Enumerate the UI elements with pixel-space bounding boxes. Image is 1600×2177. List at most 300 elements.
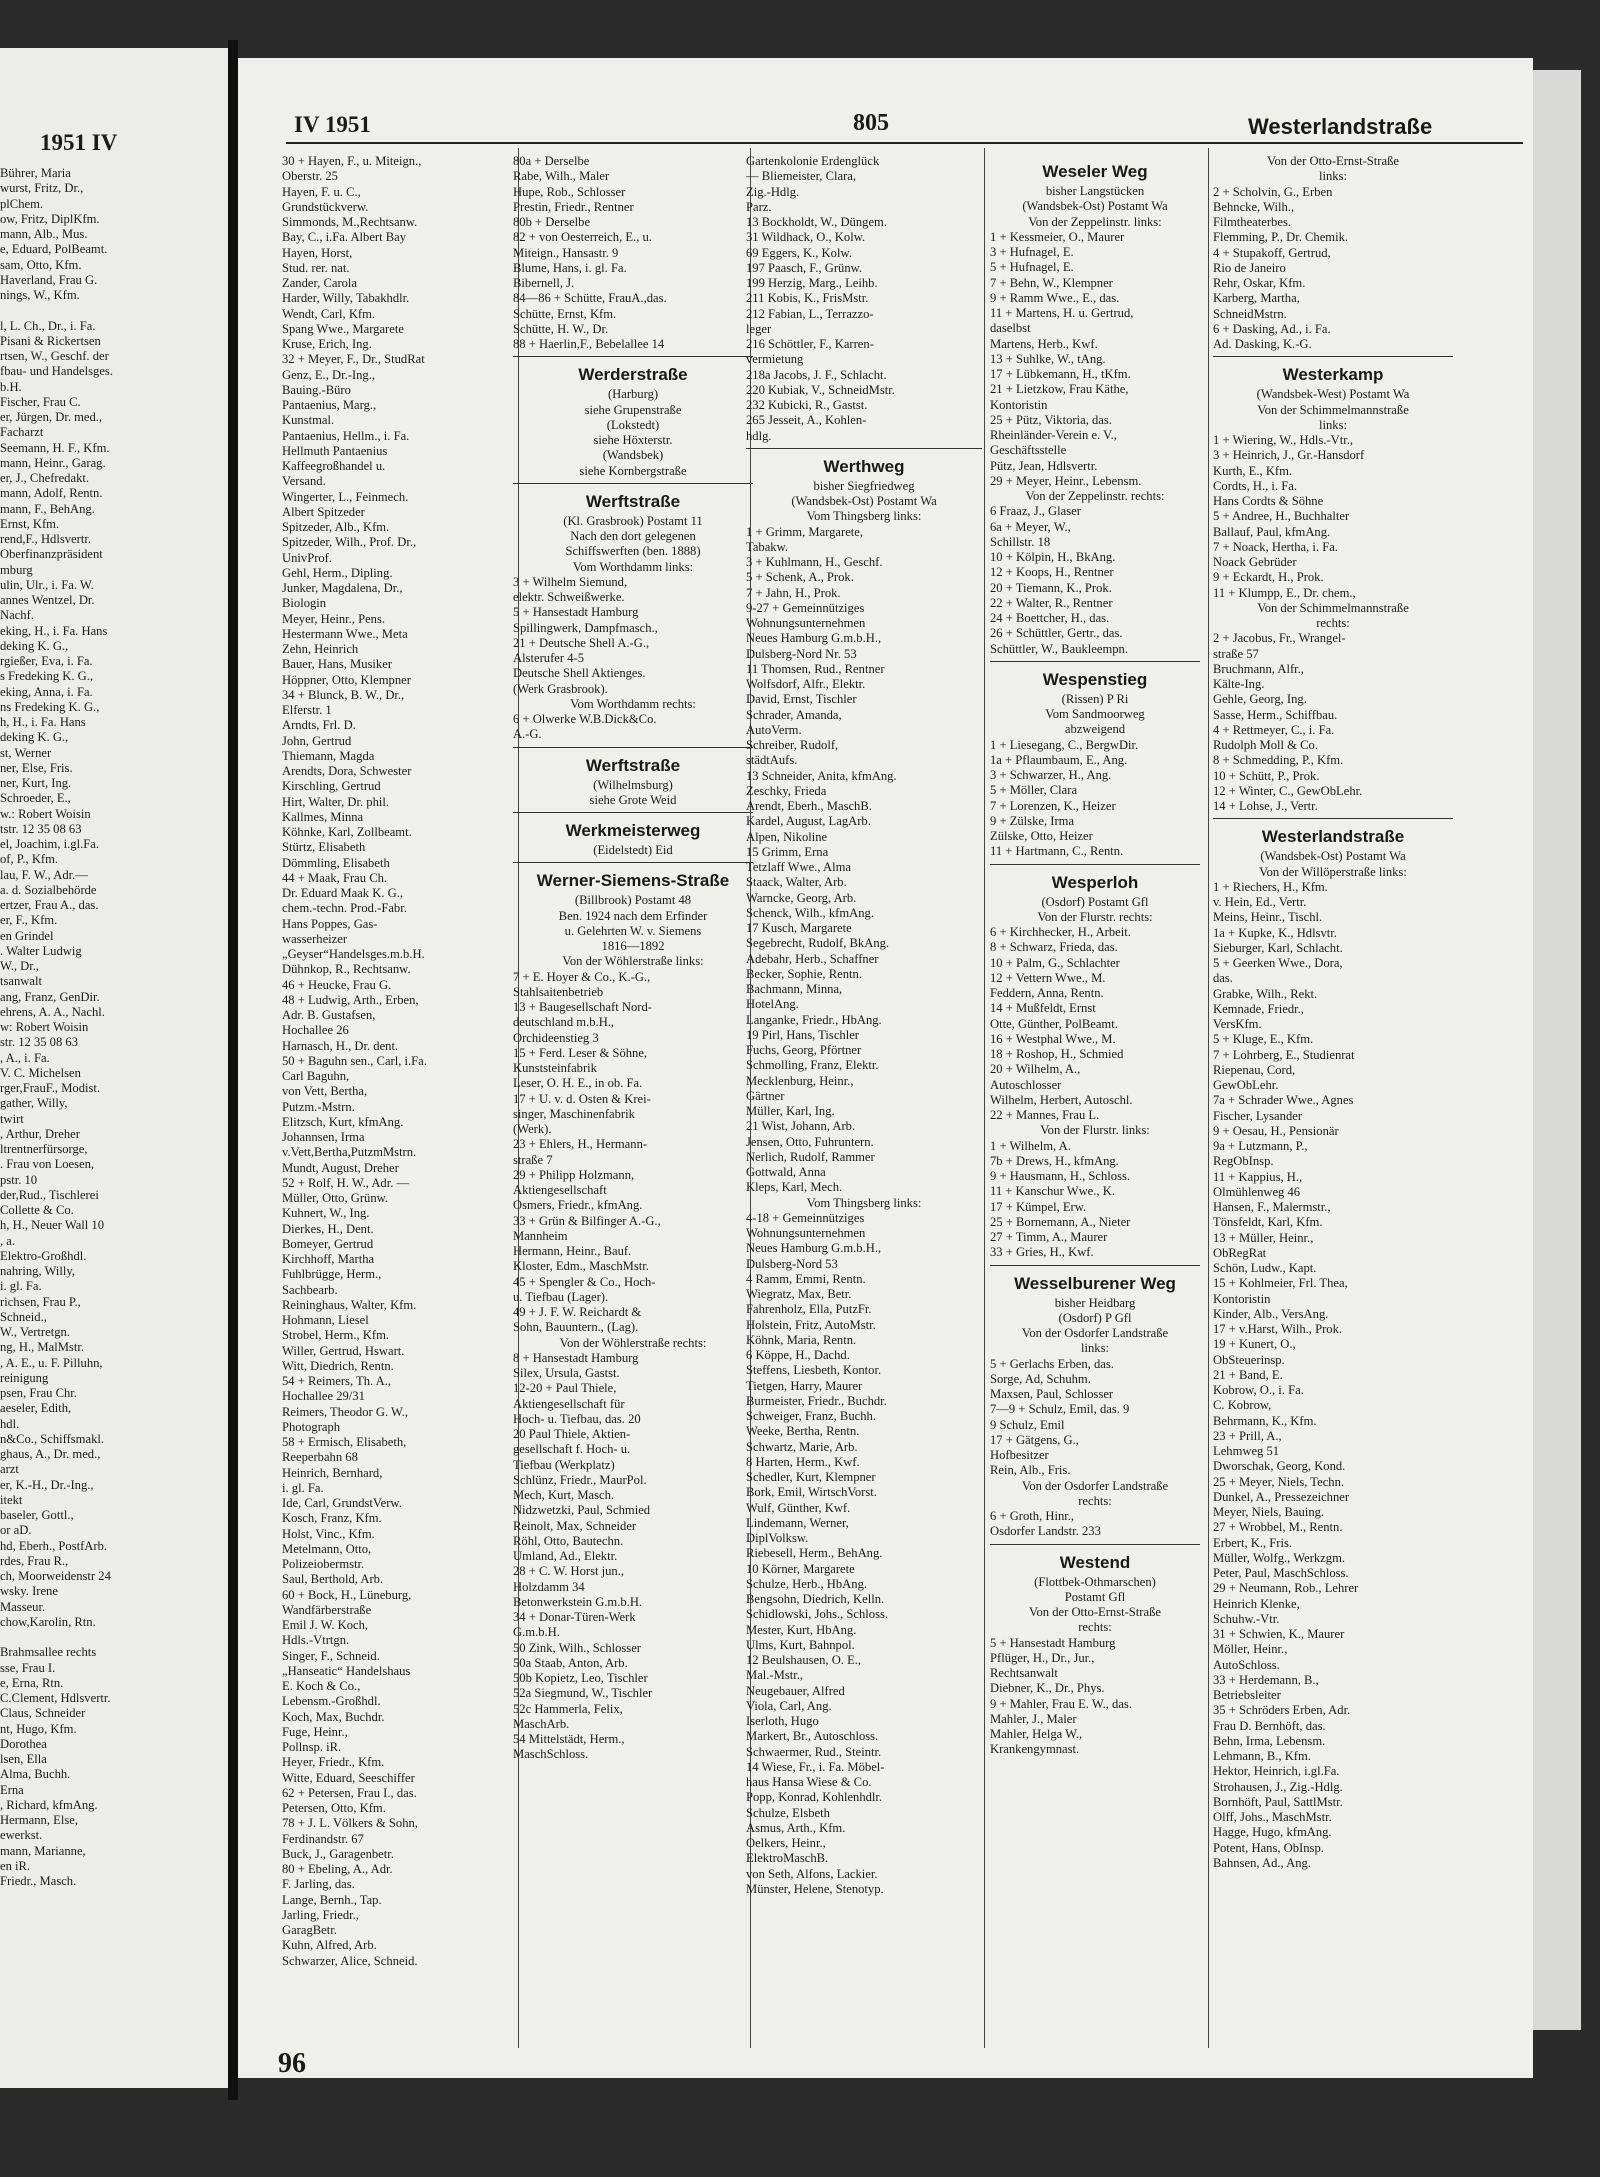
street-note: Vom Thingsberg links: [806, 509, 922, 524]
directory-entry: 15 + Kohlmeier, Frl. Thea, [1213, 1276, 1348, 1291]
left-page-line: mann, F., BehAng. [0, 501, 95, 516]
directory-entry: Miteign., Hansastr. 9 [513, 245, 619, 260]
directory-entry: 3 + Schwarzer, H., Ang. [990, 768, 1112, 782]
directory-entry: Viola, Carl, Ang. [746, 1698, 832, 1713]
left-page-line: rend,F., Hdlsvertr. [0, 532, 91, 546]
directory-entry: ObRegRat [1213, 1245, 1267, 1260]
directory-entry: (Werk). [513, 1122, 552, 1136]
directory-entry: 2 + Scholvin, G., Erben [1213, 184, 1333, 199]
directory-entry: Genz, E., Dr.-Ing., [282, 367, 376, 382]
directory-entry: 11 + Kappius, H., [1213, 1169, 1303, 1184]
directory-entry: Kontoristin [1213, 1291, 1271, 1306]
directory-entry: (Werk Grasbrook). [513, 681, 608, 696]
directory-entry: 28 + C. W. Horst jun., [513, 1564, 625, 1579]
directory-entry: Behncke, Wilh., [1213, 199, 1295, 214]
directory-entry: Zülske, Otto, Heizer [990, 829, 1093, 843]
directory-entry: Wiegratz, Max, Betr. [746, 1287, 852, 1301]
directory-entry: 50 Zink, Wilh., Schlosser [513, 1640, 641, 1655]
directory-entry: 8 + Schwarz, Frieda, das. [990, 940, 1118, 955]
street-note: Vom Worthdamm rechts: [570, 696, 696, 711]
directory-entry: Kunstmal. [282, 413, 335, 428]
directory-entry: 6 Köppe, H., Dachd. [746, 1348, 850, 1362]
directory-entry: Hohmann, Liesel [282, 1313, 369, 1327]
directory-entry: 29 + Neumann, Rob., Lehrer [1213, 1581, 1359, 1596]
directory-entry: 34 + Blunck, B. W., Dr., [282, 687, 405, 702]
directory-entry: 21 + Band, E. [1213, 1367, 1283, 1382]
directory-entry: Holst, Vinc., Kfm. [282, 1526, 375, 1541]
directory-entry: von Seth, Alfons, Lackier. [746, 1866, 878, 1881]
directory-entry: 23 + Prill, A., [1213, 1428, 1282, 1443]
directory-entry: Bork, Emil, WirtschVorst. [746, 1485, 877, 1500]
directory-entry: 34 + Donar-Türen-Werk [513, 1610, 636, 1624]
directory-entry: Osdorfer Landstr. 233 [990, 1524, 1101, 1539]
directory-entry: 29 + Meyer, Heinr., Lebensm. [990, 473, 1142, 488]
footer-page-number: 96 [278, 2048, 306, 2078]
directory-entry: 49 + J. F. W. Reichardt & [513, 1305, 642, 1319]
directory-entry: Bornhöft, Paul, SattlMstr. [1213, 1794, 1343, 1809]
directory-entry: Bauing.-Büro [282, 382, 351, 397]
directory-entry: Versand. [282, 474, 326, 489]
directory-entry: 25 + Meyer, Niels, Techn. [1213, 1474, 1345, 1489]
left-page-line: Schroeder, E., [0, 791, 71, 806]
left-page-line: Bührer, Maria [0, 166, 71, 180]
directory-entry: 23 + Ehlers, H., Hermann- [513, 1137, 648, 1152]
street-note: Von der Flurstr. rechts: [1037, 909, 1153, 924]
directory-entry: Hektor, Heinrich, i.gl.Fa. [1213, 1764, 1340, 1779]
street-note: Vom Worthdamm links: [572, 559, 694, 574]
directory-entry: Behrmann, K., Kfm. [1213, 1413, 1317, 1428]
directory-entry: Müller, Karl, Ing. [746, 1104, 835, 1118]
directory-entry: v. Hein, Ed., Vertr. [1213, 895, 1307, 909]
section-rule [1213, 818, 1453, 819]
directory-entry: 52a Siegmund, W., Tischler [513, 1686, 653, 1701]
left-page-line: Alma, Buchh. [0, 1767, 71, 1782]
section-rule [746, 448, 982, 449]
directory-entry: Kruse, Erich, Ing. [282, 337, 372, 351]
directory-entry: Kaffeegroßhandel u. [282, 459, 386, 473]
street-note: bisher Langstücken [1045, 184, 1145, 198]
directory-entry: Carl Baguhn, [282, 1069, 350, 1083]
left-page-line: itekt [0, 1492, 23, 1507]
directory-entry: MaschArb. [513, 1716, 570, 1731]
book-gutter [228, 40, 238, 2100]
street-note: (Wandsbek-Ost) Postamt Wa [1260, 849, 1406, 864]
left-page-line: tsanwalt [0, 974, 42, 989]
directory-entry: Höppner, Otto, Klempner [282, 672, 411, 687]
directory-entry: Buck, J., Garagenbetr. [282, 1846, 394, 1861]
left-page-line: plChem. [0, 196, 44, 211]
left-page-line: arzt [0, 1462, 19, 1477]
directory-entry: AutoSchloss. [1213, 1657, 1280, 1672]
directory-entry: 88 + Haerlin,F., Bebelallee 14 [513, 337, 665, 351]
directory-entry: 4 Ramm, Emmi, Rentn. [746, 1271, 866, 1286]
directory-entry: 17 + Gätgens, G., [990, 1432, 1079, 1447]
directory-entry: Osmers, Friedr., kfmAng. [513, 1198, 643, 1213]
left-page-line: st, Werner [0, 745, 52, 760]
directory-entry: 27 + Wrobbel, M., Rentn. [1213, 1520, 1343, 1535]
directory-entry: leger [746, 321, 772, 336]
left-page-line: a. d. Sozialbehörde [0, 882, 97, 897]
street-note: siehe Grote Weid [589, 792, 677, 807]
directory-entry: 21 + Deutsche Shell A.-G., [513, 635, 650, 650]
directory-entry: 54 Mittelstädt, Herm., [513, 1732, 625, 1746]
page-edge [1533, 70, 1581, 2030]
directory-entry: Möller, Heinr., [1213, 1642, 1288, 1657]
directory-entry: Mundt, August, Dreher [282, 1160, 399, 1175]
directory-entry: Putzm.-Mstrn. [282, 1099, 355, 1114]
directory-entry: Iserloth, Hugo [746, 1714, 819, 1728]
street-note: links: [1319, 417, 1347, 432]
directory-entry: Tiefbau (Werkplatz) [513, 1457, 615, 1472]
directory-entry: Martens, Herb., Kwf. [990, 336, 1098, 351]
left-page-line: wurst, Fritz, Dr., [0, 181, 84, 196]
directory-entry: 21 + Lietzkow, Frau Käthe, [990, 382, 1129, 397]
street-note: (Wandsbek) [602, 448, 664, 463]
directory-entry: GaragBetr. [282, 1923, 337, 1937]
directory-entry: 20 Paul Thiele, Aktien- [513, 1427, 631, 1441]
directory-entry: SchneidMstrn. [1213, 306, 1287, 321]
left-page-line: tstr. 12 35 08 63 [0, 821, 82, 836]
left-page-line: er, Jürgen, Dr. med., [0, 410, 103, 424]
directory-entry: 52 + Rolf, H. W., Adr. — [282, 1175, 410, 1190]
directory-entry: Arndts, Frl. D. [282, 718, 356, 733]
section-rule [990, 864, 1200, 865]
directory-entry: Neugebauer, Alfred [746, 1683, 845, 1698]
left-page-line [0, 1630, 222, 1645]
directory-entry: Jensen, Otto, Fuhruntern. [746, 1134, 874, 1149]
directory-entry: Hestermann Wwe., Meta [282, 626, 408, 641]
directory-entry: 46 + Heucke, Frau G. [282, 977, 392, 992]
directory-entry: Otte, Günther, PolBeamt. [990, 1016, 1118, 1031]
directory-entry: Fuge, Heinr., [282, 1724, 348, 1739]
directory-entry: Wingerter, L., Feinmech. [282, 489, 409, 504]
left-page-line: i. gl. Fa. [0, 1279, 42, 1294]
directory-entry: Oelkers, Heinr., [746, 1836, 826, 1850]
left-page-line: str. 12 35 08 63 [0, 1035, 79, 1050]
left-page-line: eking, H., i. Fa. Hans [0, 623, 108, 638]
directory-entry: Ferdinandstr. 67 [282, 1831, 364, 1846]
directory-entry: 14 + Mußfeldt, Ernst [990, 1001, 1096, 1016]
street-note: (Wilhelmsburg) [593, 777, 673, 792]
directory-entry: 1a + Pflaumbaum, E., Ang. [990, 752, 1128, 767]
directory-entry: Hans Poppes, Gas- [282, 916, 378, 931]
left-page-line: en Grindel [0, 928, 54, 943]
left-page-line: h, H., Neuer Wall 10 [0, 1218, 105, 1233]
directory-entry: Kurth, E., Kfm. [1213, 463, 1293, 478]
directory-entry: Kallmes, Minna [282, 809, 364, 824]
directory-entry: 52c Hammerla, Felix, [513, 1701, 623, 1716]
directory-entry: Tietgen, Harry, Maurer [746, 1378, 863, 1393]
street-heading: Werderstraße [578, 365, 688, 385]
directory-entry: 19 + Kunert, O., [1213, 1337, 1296, 1352]
directory-entry: Wandfärberstraße [282, 1602, 372, 1617]
directory-entry: 1a + Kupke, K., Hdlsvtr. [1213, 925, 1337, 940]
section-rule [513, 862, 753, 863]
left-page-line: Nachf. [0, 608, 34, 623]
directory-entry: Weeke, Bertha, Rentn. [746, 1424, 860, 1439]
directory-entry: Filmtheaterbes. [1213, 215, 1291, 229]
directory-entry: Bruchmann, Alfr., [1213, 661, 1304, 676]
directory-entry: 50b Kopietz, Leo, Tischler [513, 1671, 648, 1685]
left-page-line: Elektro-Großhdl. [0, 1248, 87, 1263]
directory-entry: 7 + Noack, Hertha, i. Fa. [1213, 539, 1338, 554]
left-page-line: e, Erna, Rtn. [0, 1675, 64, 1690]
street-heading: Westerlandstraße [1261, 827, 1405, 847]
left-page-line: ng, H., MalMstr. [0, 1340, 84, 1355]
directory-entry: straße 57 [1213, 646, 1259, 661]
street-note: 1816—1892 [601, 939, 665, 953]
directory-entry: Silex, Ursula, Gastst. [513, 1366, 620, 1380]
street-note: Von der Osdorfer Landstraße [1021, 1478, 1169, 1493]
directory-entry: Hochallee 26 [282, 1023, 349, 1038]
directory-entry: Hochallee 29/31 [282, 1389, 365, 1404]
directory-entry: Bauer, Hans, Musiker [282, 657, 393, 672]
directory-entry: 31 Wildhack, O., Kolw. [746, 230, 866, 245]
left-page-line: , A., i. Fa. [0, 1050, 50, 1065]
directory-entry: Saul, Berthold, Arb. [282, 1572, 384, 1587]
left-page-line: n&Co., Schiffsmakl. [0, 1431, 105, 1446]
directory-entry: Warncke, Georg, Arb. [746, 890, 857, 905]
directory-entry: Emil J. W. Koch, [282, 1618, 369, 1632]
directory-entry: Reimers, Theodor G. W., [282, 1404, 409, 1419]
directory-entry: Mahler, Helga W., [990, 1727, 1083, 1741]
left-page-line: rger,FrauF., Modist. [0, 1081, 101, 1095]
directory-entry: Zig.-Hdlg. [746, 184, 800, 199]
left-page-line: chow,Karolin, Rtn. [0, 1614, 96, 1629]
directory-entry: Markert, Br., Autoschloss. [746, 1729, 879, 1744]
directory-entry: DiplVolksw. [746, 1531, 809, 1545]
directory-entry: 3 + Kuhlmann, H., Geschf. [746, 555, 883, 569]
directory-entry: Müller, Otto, Grünw. [282, 1191, 389, 1205]
left-page-line: or aD. [0, 1523, 32, 1538]
directory-entry: 80 + Ebeling, A., Adr. [282, 1862, 393, 1876]
directory-entry: Adr. B. Gustafsen, [282, 1008, 376, 1022]
street-heading: Werkmeisterweg [565, 821, 701, 840]
directory-entry: Deutsche Shell Aktienges. [513, 666, 646, 681]
directory-entry: Hayen, Horst, [282, 245, 353, 260]
directory-entry: Müller, Wolfg., Werkzgm. [1213, 1550, 1346, 1565]
directory-entry: 7—9 + Schulz, Emil, das. 9 [990, 1402, 1130, 1417]
left-page-line: Hermann, Else, [0, 1813, 78, 1827]
directory-entry: Hermann, Heinr., Bauf. [513, 1244, 632, 1258]
directory-entry: Ballauf, Paul, kfmAng. [1213, 524, 1331, 539]
directory-entry: 32 + Meyer, F., Dr., StudRat [282, 352, 425, 367]
directory-entry: 211 Kobis, K., FrisMstr. [746, 291, 869, 306]
directory-entry: Staack, Walter, Arb. [746, 875, 847, 890]
left-page-line: e, Eduard, PolBeamt. [0, 242, 108, 257]
street-note: links: [1319, 169, 1347, 184]
directory-entry: 15 + Ferd. Leser & Söhne, [513, 1045, 648, 1060]
directory-entry: Bengsohn, Diedrich, Kelln. [746, 1592, 885, 1606]
directory-entry: Dr. Eduard Maak K. G., [282, 886, 404, 900]
directory-entry: Gehl, Herm., Dipling. [282, 565, 393, 580]
directory-entry: 5 + Kluge, E., Kfm. [1213, 1032, 1314, 1047]
left-page-line: Claus, Schneider [0, 1706, 86, 1721]
directory-entry: 10 + Schütt, P., Prok. [1213, 768, 1320, 783]
directory-entry: Johannsen, Irma [282, 1130, 365, 1144]
directory-entry: Rio de Janeiro [1213, 260, 1286, 275]
left-page-line: b.H. [0, 379, 22, 394]
directory-entry: Kobrow, O., i. Fa. [1213, 1383, 1304, 1397]
left-page-line: der,Rud., Tischlerei [0, 1187, 99, 1202]
street-note: bisher Heidbarg [1054, 1295, 1136, 1310]
directory-entry: 17 Kusch, Margarete [746, 921, 852, 935]
directory-entry: Maxsen, Paul, Schlosser [990, 1387, 1114, 1401]
directory-entry: Ad. Dasking, K.-G. [1213, 337, 1312, 351]
directory-entry: Elitzsch, Kurt, kfmAng. [282, 1114, 404, 1129]
left-page-line: Facharzt [0, 425, 44, 440]
directory-entry: 9-27 + Gemeinnütziges [746, 600, 865, 615]
directory-entry: Geschäftsstelle [990, 443, 1067, 458]
street-heading: Weseler Weg [1042, 162, 1148, 181]
directory-entry: Harder, Willy, Tabakhdlr. [282, 291, 410, 306]
directory-entry: Köhnke, Karl, Zollbeamt. [282, 825, 412, 839]
section-rule [990, 1544, 1200, 1545]
directory-entry: 13 + Müller, Heinr., [1213, 1230, 1314, 1245]
street-note: (Osdorf) P Gfl [1058, 1310, 1132, 1325]
directory-entry: 29 + Philipp Holzmann, [513, 1167, 635, 1182]
street-note: Von der Schimmelmannstraße [1257, 600, 1409, 615]
directory-entry: John, Gertrud [282, 733, 352, 748]
left-page-line: mann, Heinr., Garag. [0, 455, 106, 470]
street-heading: Werthweg [823, 456, 905, 476]
directory-entry: MaschSchloss. [513, 1747, 589, 1762]
directory-entry: 15 Grimm, Erna [746, 844, 829, 859]
street-note: (Flottbek-Othmarschen) [1034, 1574, 1156, 1589]
directory-entry: Dulsberg-Nord 53 [746, 1256, 838, 1271]
street-note: siehe Höxterstr. [593, 433, 673, 447]
street-note: u. Gelehrten W. v. Siemens [564, 923, 702, 938]
left-page-line: eking, Anna, i. Fa. [0, 684, 93, 699]
directory-entry: 12 Beulshausen, O. E., [746, 1653, 862, 1667]
directory-entry: UnivProf. [282, 550, 333, 565]
directory-entry: 6 + Olwerke W.B.Dick&Co. [513, 712, 657, 726]
directory-entry: 6 + Dasking, Ad., i. Fa. [1213, 321, 1331, 336]
directory-entry: Fuchs, Georg, Pförtner [746, 1043, 862, 1057]
directory-entry: Pflüger, H., Dr., Jur., [990, 1650, 1095, 1665]
directory-entry: RegObInsp. [1213, 1154, 1274, 1169]
directory-entry: Fuhlbrügge, Herm., [282, 1267, 382, 1282]
left-page-line: Fischer, Frau C. [0, 394, 81, 409]
directory-entry: Reeperbahn 68 [282, 1450, 358, 1465]
directory-entry: 4-18 + Gemeinnütziges [746, 1210, 865, 1225]
directory-entry: Kosch, Franz, Kfm. [282, 1511, 382, 1526]
directory-entry: Strohausen, J., Zig.-Hdlg. [1213, 1779, 1343, 1794]
directory-entry: Potent, Hans, ObInsp. [1213, 1840, 1324, 1855]
directory-entry: Wendt, Carl, Kfm. [282, 306, 376, 321]
directory-entry: 11 Thomsen, Rud., Rentner [746, 661, 885, 676]
directory-entry: Hagge, Hugo, kfmAng. [1213, 1825, 1332, 1840]
directory-entry: 5 + Möller, Clara [990, 783, 1078, 798]
directory-entry: Witte, Eduard, Seeschiffer [282, 1770, 415, 1785]
directory-entry: 11 + Hartmann, C., Rentn. [990, 844, 1124, 859]
directory-entry: das. [1213, 971, 1233, 986]
section-rule [990, 661, 1200, 662]
directory-entry: 9 Schulz, Emil [990, 1417, 1065, 1432]
street-note: (Wandsbek-Ost) Postamt Wa [1022, 199, 1168, 214]
directory-entry: Karberg, Martha, [1213, 291, 1300, 306]
left-page-line: , Arthur, Dreher [0, 1126, 80, 1141]
left-page-line: aeseler, Edith, [0, 1401, 72, 1416]
directory-entry: Holzdamm 34 [513, 1579, 585, 1594]
street-note: Schiffswerften (ben. 1888) [565, 544, 701, 559]
left-page-line: reinigung [0, 1370, 49, 1385]
street-note: Von der Zeppelinstr. rechts: [1025, 489, 1165, 503]
directory-entry: Orchideenstieg 3 [513, 1030, 599, 1045]
directory-entry: 9 + Eckardt, H., Prok. [1213, 570, 1324, 585]
directory-entry: Spang Wwe., Margarete [282, 321, 404, 336]
left-page-line: Ernst, Kfm. [0, 516, 60, 531]
directory-entry: Rehr, Oskar, Kfm. [1213, 276, 1306, 290]
column-2 [513, 154, 753, 2074]
directory-entry: Gärtner [746, 1088, 785, 1103]
directory-entry: Grabke, Wilh., Rekt. [1213, 986, 1318, 1001]
directory-entry: ElektroMaschB. [746, 1851, 829, 1866]
left-page-line: baseler, Gottl., [0, 1508, 74, 1522]
directory-entry: Schön, Ludw., Kapt. [1213, 1261, 1317, 1275]
directory-entry: Umland, Ad., Elektr. [513, 1549, 618, 1563]
column-1 [282, 154, 522, 2074]
left-page-line: richsen, Frau P., [0, 1294, 81, 1309]
street-note: (Wandsbek-West) Postamt Wa [1256, 387, 1410, 402]
directory-entry: 17 + Kümpel, Erw. [990, 1199, 1087, 1214]
directory-entry: Zander, Carola [282, 276, 358, 290]
header-page-number: 805 [853, 110, 889, 136]
street-note: rechts: [1078, 1620, 1112, 1635]
directory-entry: elektr. Schweißwerke. [513, 590, 625, 604]
directory-entry: 62 + Petersen, Frau I., das. [282, 1785, 417, 1800]
directory-entry: Noack Gebrüder [1213, 555, 1297, 569]
directory-entry: Willer, Gertrud, Hswart. [282, 1343, 405, 1358]
left-page-line: twirt [0, 1111, 24, 1126]
street-heading: Westend [1059, 1552, 1131, 1572]
directory-entry: Hupe, Rob., Schlosser [513, 184, 626, 199]
left-page-line: s Fredeking K. G., [0, 669, 94, 684]
left-page-line: rgießer, Eva, i. Fa. [0, 654, 93, 668]
directory-entry: Stahlsaitenbetrieb [513, 984, 604, 999]
directory-entry: VersKfm. [1213, 1017, 1262, 1031]
directory-entry: 1 + Wilhelm, A. [990, 1138, 1071, 1153]
directory-entry: 7 + E. Hoyer & Co., K.-G., [513, 969, 651, 984]
directory-entry: Dühnkop, R., Rechtsanw. [282, 962, 411, 977]
left-page-column [0, 166, 222, 1889]
directory-entry: F. Jarling, das. [282, 1877, 355, 1892]
directory-entry: Steffens, Liesbeth, Kontor. [746, 1363, 882, 1378]
directory-entry: 7 + Lorenzen, K., Heizer [990, 798, 1116, 813]
directory-entry: Hansen, F., Malermstr., [1213, 1200, 1331, 1214]
street-note: rechts: [1078, 1493, 1112, 1508]
directory-entry: Thiemann, Magda [282, 748, 375, 763]
directory-entry: 12 + Winter, C., GewObLehr. [1213, 783, 1363, 798]
left-page-line: mann, Alb., Mus. [0, 227, 88, 241]
directory-entry: 33 + Grün & Bilfinger A.-G., [513, 1213, 661, 1228]
directory-entry: Schmolling, Franz, Elektr. [746, 1058, 879, 1073]
directory-entry: Hofbesitzer [990, 1448, 1049, 1462]
directory-entry: 8 Harten, Herm., Kwf. [746, 1454, 860, 1469]
street-note: Von der Flurstr. links: [1040, 1123, 1150, 1138]
directory-entry: AutoVerm. [746, 722, 802, 737]
directory-entry: 6 + Kirchhecker, H., Arbeit. [990, 925, 1131, 939]
directory-entry: 4 + Stupakoff, Gertrud, [1213, 245, 1331, 260]
left-page-line: gather, Willy, [0, 1096, 68, 1111]
directory-entry: Röhl, Otto, Bautechn. [513, 1533, 624, 1548]
directory-entry: Hayen, F. u. C., [282, 184, 361, 199]
column-4 [990, 154, 1200, 2074]
directory-entry: Stud. rer. nat. [282, 260, 350, 275]
directory-entry: Schwartz, Marie, Arb. [746, 1439, 858, 1454]
street-heading: Werner-Siemens-Straße [536, 871, 730, 891]
directory-entry: Spitzeder, Wilh., Prof. Dr., [282, 535, 417, 550]
